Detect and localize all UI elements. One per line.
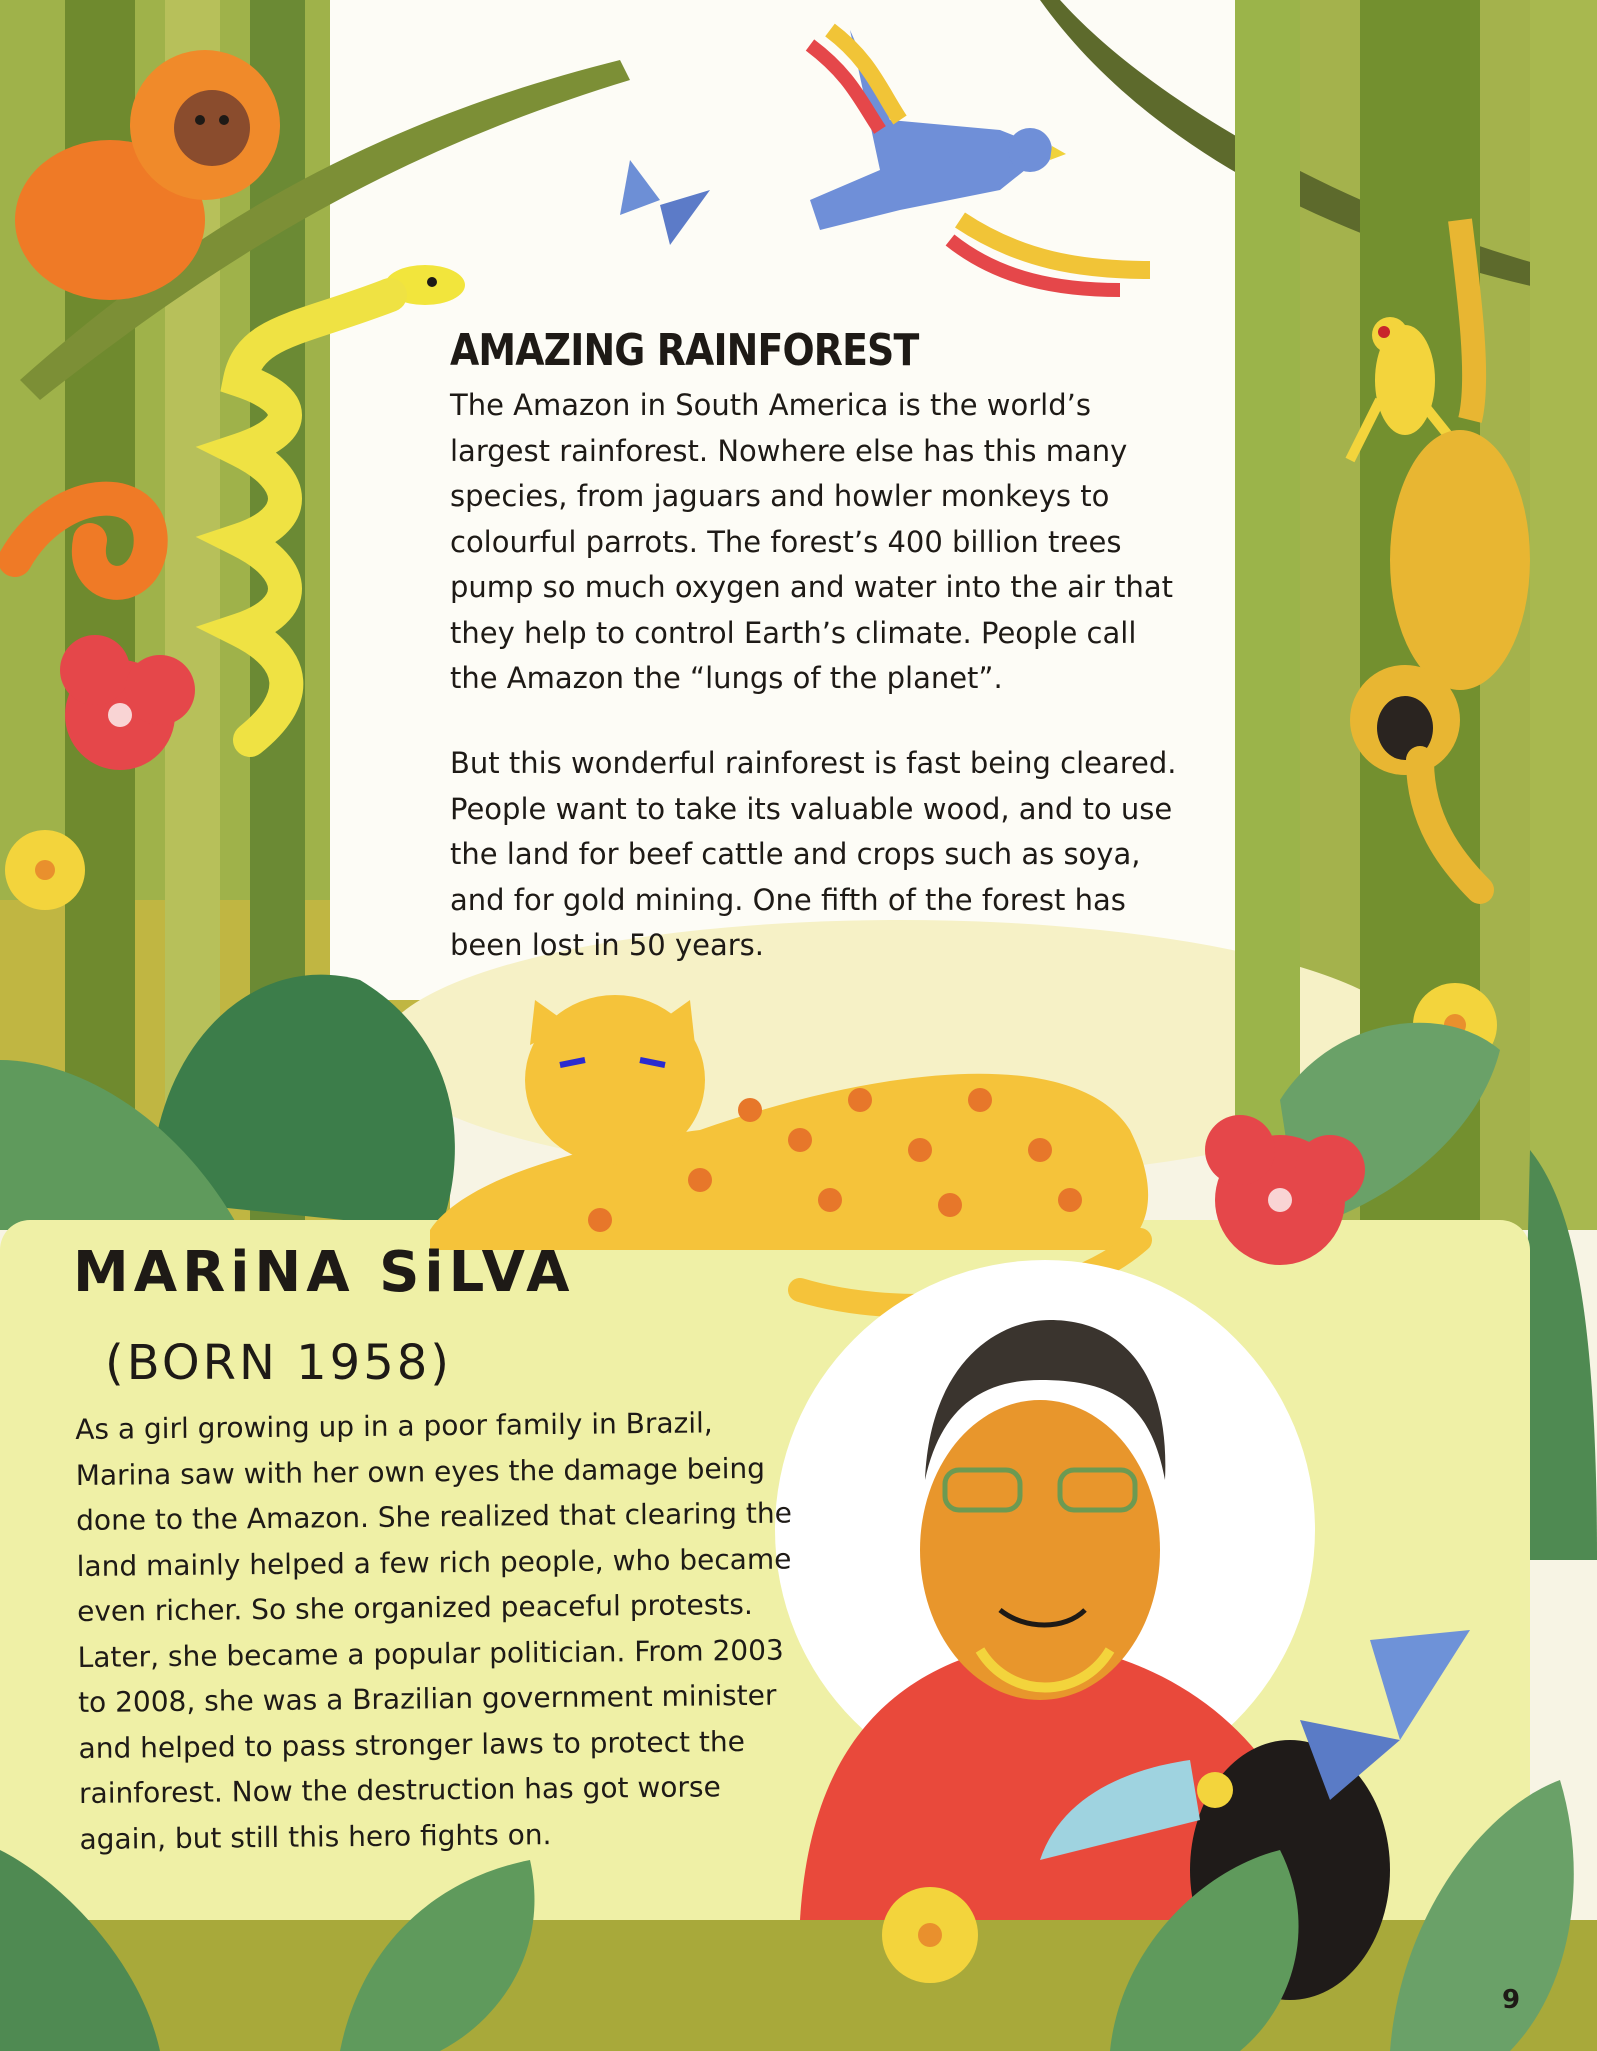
profile-born: (BORN 1958) — [105, 1335, 452, 1391]
rainforest-heading: AMAZING RAINFOREST — [450, 325, 919, 376]
profile-name: MARiNA SiLVA — [73, 1240, 575, 1305]
page-number: 9 — [1502, 1985, 1521, 2015]
tree-trunk-right-3 — [1530, 0, 1597, 1230]
tree-trunk-right-1 — [1235, 0, 1300, 1230]
rainforest-paragraph-2: But this wonderful rainforest is fast being cleared. People want to take its valuable wood, and to use the land for beef cattle and crops such as soya, and for gold mining. One fifth of the forest has been lost in 50 years. — [450, 746, 1177, 962]
profile-bio: As a girl growing up in a poor family in Brazil, Marina saw with her own eyes the damage being done to the Amazon. She realized that clearing the land mainly helped a few rich people, who became even richer. So she organized peaceful protests. Later, she became a popular politician. From 2003 to 2008, she was a Brazilian government minister and helped to pass stronger laws to protect the rainforest. Now the destruction has got worse again, but still this hero fights on. — [75, 1406, 792, 1856]
yellow-flower — [882, 1887, 978, 1983]
rainforest-paragraph-1: The Amazon in South America is the world’s largest rainforest. Nowhere else has this many species, from jaguars and howler monkeys to colourful parrots. The forest’s 400 billion trees pump so much oxygen and water into the air that they help to control Earth’s climate. People call the Amazon the “lungs of the planet”. — [450, 388, 1173, 695]
